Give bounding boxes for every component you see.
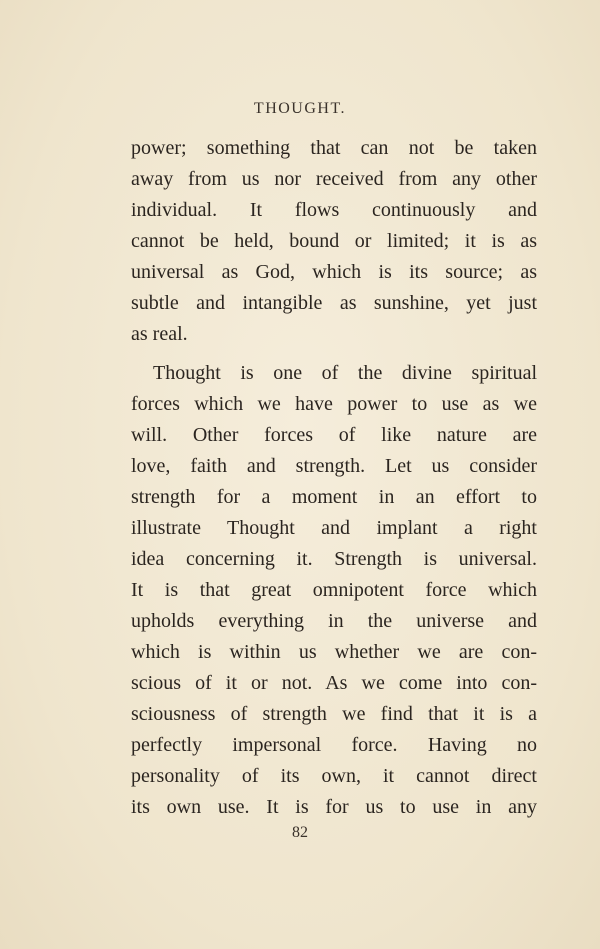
text-line: sciousness of strength we find that it is a: [131, 703, 537, 725]
text-line: scious of it or not. As we come into con-: [131, 672, 537, 694]
text-line: its own use. It is for us to use in any: [131, 796, 537, 818]
text-line: away from us nor received from any other: [131, 168, 537, 190]
text-line: universal as God, which is its source; as: [131, 261, 537, 283]
text-line: It is that great omnipotent force which: [131, 579, 537, 601]
text-line: will. Other forces of like nature are: [131, 424, 537, 446]
text-line: which is within us whether we are con-: [131, 641, 537, 663]
text-line: power; something that can not be taken: [131, 137, 537, 159]
text-line: personality of its own, it cannot direct: [131, 765, 537, 787]
body-text: [131, 133, 537, 823]
text-line: as real.: [131, 323, 188, 345]
text-line: love, faith and strength. Let us consider: [131, 455, 537, 477]
text-line: idea concerning it. Strength is universal.: [131, 548, 537, 570]
text-line: illustrate Thought and implant a right: [131, 517, 537, 539]
text-line: strength for a moment in an effort to: [131, 486, 537, 508]
page-number: 82: [292, 824, 308, 841]
paragraph-2: [131, 358, 537, 823]
text-line: forces which we have power to use as we: [131, 393, 537, 415]
text-line: subtle and intangible as sunshine, yet just: [131, 292, 537, 314]
text-line: upholds everything in the universe and: [131, 610, 537, 632]
paragraph-1: [131, 133, 537, 350]
text-line: Thought is one of the divine spiritual: [153, 362, 537, 384]
running-head: THOUGHT.: [253, 100, 347, 117]
paragraph-gap: [131, 350, 537, 358]
text-line: perfectly impersonal force. Having no: [131, 734, 537, 756]
text-line: cannot be held, bound or limited; it is as: [131, 230, 537, 252]
text-line: individual. It flows continuously and: [131, 199, 537, 221]
